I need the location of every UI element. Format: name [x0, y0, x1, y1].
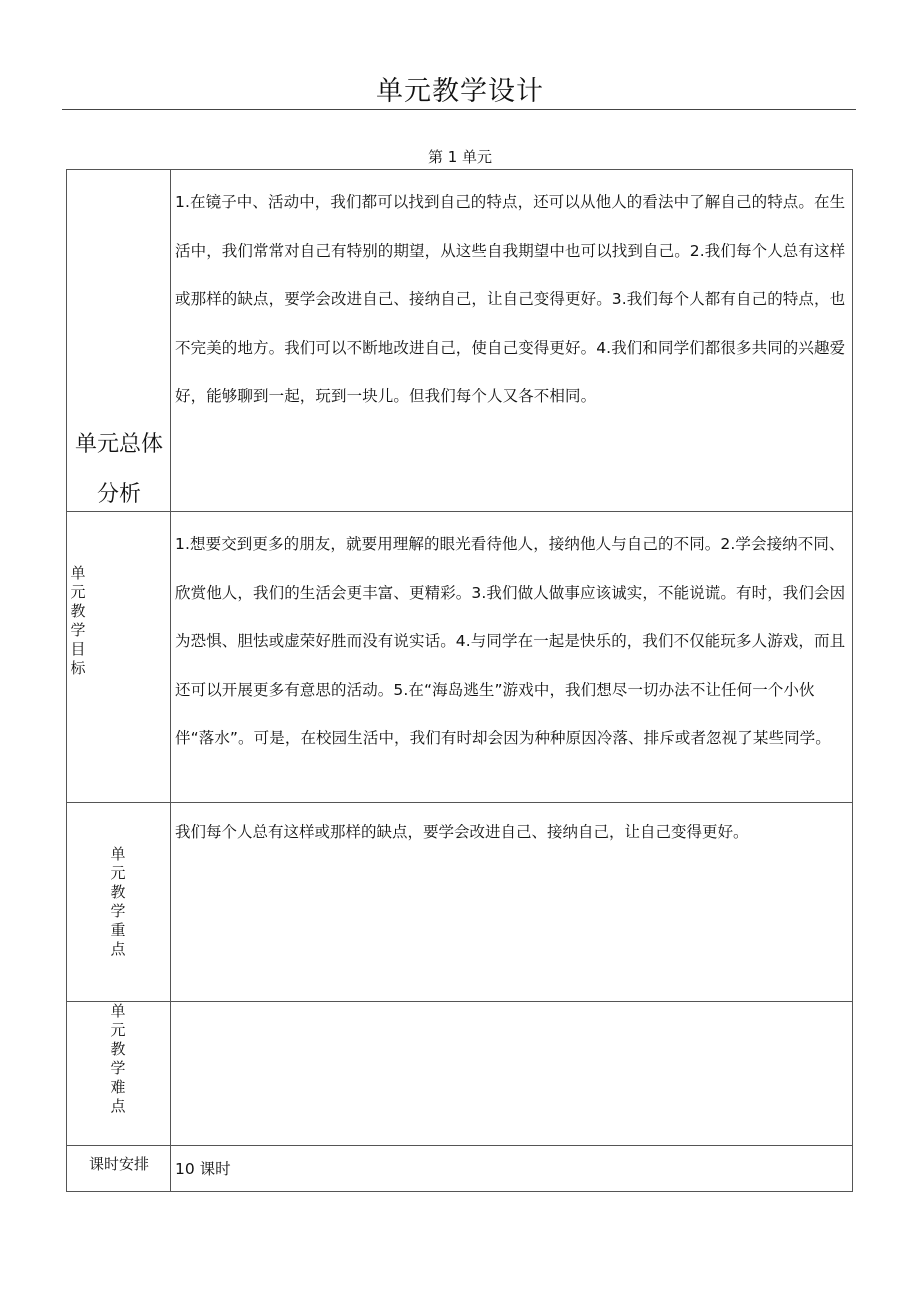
schedule-content: 10 课时 — [175, 1160, 231, 1178]
objectives-content-cell — [171, 512, 853, 803]
key-points-label: 单元教学重点 — [110, 845, 126, 958]
key-points-content: 我们每个人总有这样或那样的缺点，要学会改进自己、接纳自己，让自己变得更好。 — [175, 823, 749, 841]
objectives-content: 1.想要交到更多的朋友，就要用理解的眼光看待他人，接纳他人与自己的不同。2.学会接纳不同、欣赏他人，我们的生活会更丰富、更精彩。3.我们做人做事应该诚实，不能说谎。有时，我们会因为恐惧、胆怯或虚荣好胜而没有说实话。4.与同学在一起是快乐的，我们不仅能玩多人游戏，而且还可以开展更多有意思的活动。5.在“海岛逃生”游戏中，我们想尽一切办法不让任何一个小伙伴“落水”。可是，在校园生活中，我们有时却会因为种种原因冷落、排斥或者忽视了某些同学。 — [175, 535, 846, 747]
table-row-analysis — [67, 170, 853, 512]
analysis-label-line2: 分析 — [96, 482, 141, 507]
table-row-objectives — [67, 512, 853, 803]
key-points-content-cell — [171, 803, 853, 1002]
table-row-key-points — [67, 803, 853, 1002]
analysis-label-line1: 单元总体 — [74, 432, 163, 457]
analysis-content-cell — [171, 170, 853, 512]
schedule-label-cell — [67, 1146, 171, 1192]
analysis-content: 1.在镜子中、活动中，我们都可以找到自己的特点，还可以从他人的看法中了解自己的特点。在生活中，我们常常对自己有特别的期望，从这些自我期望中也可以找到自己。2.我们每个人总有这样或那样的缺点，要学会改进自己、接纳自己，让自己变得更好。3.我们每个人都有自己的特点，也不完美的地方。我们可以不断地改进自己，使自己变得更好。4.我们和同学们都很多共同的兴趣爱好，能够聊到一起，玩到一块儿。但我们每个人又各不相同。 — [175, 193, 846, 405]
schedule-label: 课时安排 — [88, 1155, 149, 1173]
title-divider — [62, 109, 856, 110]
lesson-plan-table — [66, 169, 853, 1192]
key-points-label-cell — [67, 803, 171, 1002]
unit-label: 第 1 单元 — [427, 148, 493, 166]
analysis-label-cell — [67, 170, 171, 512]
difficulties-content — [171, 1002, 852, 1020]
page-title: 单元教学设计 — [376, 76, 544, 107]
difficulties-content-cell — [171, 1002, 853, 1146]
table-row-difficulties — [67, 1002, 853, 1146]
difficulties-label-cell — [67, 1002, 171, 1146]
table-row-schedule — [67, 1146, 853, 1192]
objectives-label-cell — [67, 512, 171, 803]
difficulties-label: 单元教学难点 — [110, 1002, 126, 1115]
schedule-content-cell — [171, 1146, 853, 1192]
objectives-label: 单元教学目标 — [70, 564, 86, 677]
